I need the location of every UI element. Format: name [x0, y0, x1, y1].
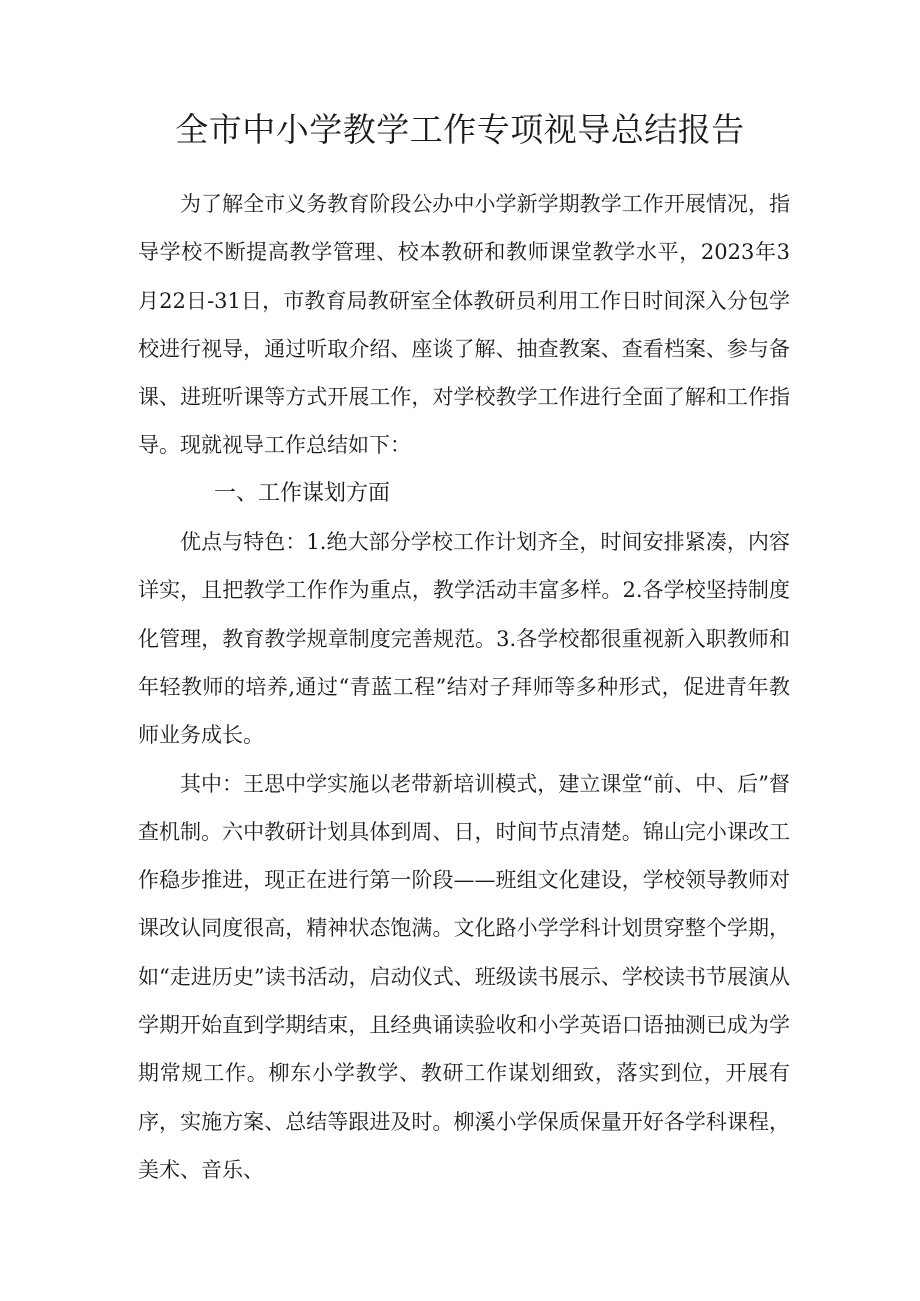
section-heading-work-planning: 一、工作谋划方面 — [214, 480, 391, 506]
strengths-paragraph: 优点与特色：1.绝大部分学校工作计划齐全，时间安排紧凑，内容详实，且把教学工作作为重点，教学活动丰富多样。2.各学校坚持制度化管理，教育教学规章制度完善规范。3.各学校都很重视新入职教师和年轻教师的培养,通过“青蓝工程”结对子拜师等多种形式，促进青年教师业务成长。 — [138, 530, 790, 748]
intro-paragraph: 为了解全市义务教育阶段公办中小学新学期教学工作开展情况，指导学校不断提高教学管理、校本教研和教师课堂教学水平，2023年3月22日-31日，市教育局教研室全体教研员利用工作日时间深入分包学校进行视导，通过听取介绍、座谈了解、抽查教案、查看档案、参与备课、进班听课等方式开展工作，对学校教学工作进行全面了解和工作指导。现就视导工作总结如下： — [138, 192, 790, 458]
document-body — [138, 180, 790, 1194]
examples-paragraph: 其中：王思中学实施以老带新培训模式，建立课堂“前、中、后”督查机制。六中教研计划具体到周、日，时间节点清楚。锦山完小课改工作稳步推进，现正在进行第一阶段——班组文化建设，学校领导教师对课改认同度很高，精神状态饱满。文化路小学学科计划贯穿整个学期，如“走进历史”读书活动，启动仪式、班级读书展示、学校读书节展演从学期开始直到学期结束，且经典诵读验收和小学英语口语抽测已成为学期常规工作。柳东小学教学、教研工作谋划细致，落实到位，开展有序，实施方案、总结等跟进及时。柳溪小学保质保量开好各学科课程，美术、音乐、 — [138, 771, 790, 1182]
document-title: 全市中小学教学工作专项视导总结报告 — [175, 110, 745, 149]
